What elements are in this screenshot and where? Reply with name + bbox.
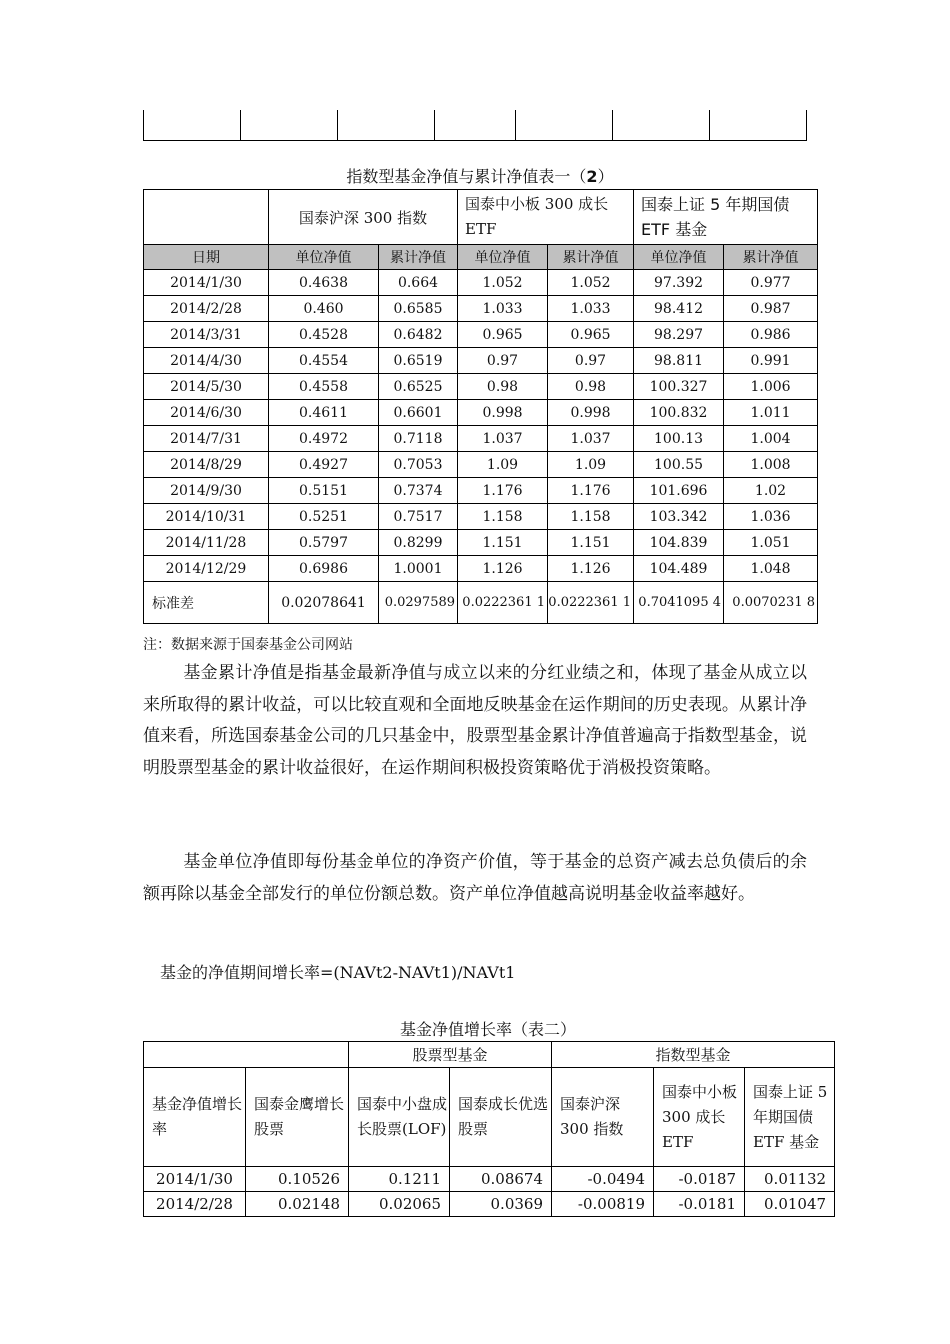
- value-cell: 1.09: [458, 452, 548, 478]
- value-cell: 0.1211: [349, 1167, 450, 1192]
- value-cell: 1.033: [458, 296, 548, 322]
- data-source-note: 注：数据来源于国泰基金公司网站: [143, 637, 353, 653]
- col-header: 单位净值: [458, 245, 548, 270]
- table1-caption: 指数型基金净值与累计净值表一（2）: [346, 167, 614, 186]
- value-cell: 0.01047: [745, 1192, 835, 1217]
- col-header: 国泰中小板 300 成长 ETF: [654, 1068, 745, 1167]
- value-cell: 1.176: [458, 478, 548, 504]
- date-cell: 2014/5/30: [144, 374, 269, 400]
- std-value: 0.0222361 1: [458, 582, 548, 624]
- std-value: 0.02078641: [269, 582, 379, 624]
- value-cell: 0.4558: [269, 374, 379, 400]
- group-index-funds: 指数型基金: [552, 1042, 835, 1068]
- std-value: 0.0297589: [379, 582, 458, 624]
- value-cell: 0.97: [458, 348, 548, 374]
- value-cell: 1.036: [724, 504, 818, 530]
- std-row: [144, 582, 818, 624]
- value-cell: -0.0181: [654, 1192, 745, 1217]
- value-cell: 0.97: [548, 348, 634, 374]
- value-cell: 98.412: [634, 296, 724, 322]
- value-cell: 1.004: [724, 426, 818, 452]
- date-cell: 2014/1/30: [144, 270, 269, 296]
- table-row: [144, 1192, 835, 1217]
- value-cell: 101.696: [634, 478, 724, 504]
- value-cell: 0.7118: [379, 426, 458, 452]
- value-cell: 1.151: [548, 530, 634, 556]
- table-row: [144, 478, 818, 504]
- paragraph-unit-nav: 基金单位净值即每份基金单位的净资产价值，等于基金的总资产减去总负债后的余额再除以基金全部发行的单位份额总数。资产单位净值越高说明基金收益率越好。: [143, 852, 807, 904]
- value-cell: 0.987: [724, 296, 818, 322]
- value-cell: 1.052: [458, 270, 548, 296]
- date-cell: 2014/10/31: [144, 504, 269, 530]
- empty-corner-cell: [144, 190, 269, 245]
- value-cell: 0.7517: [379, 504, 458, 530]
- group-stock-funds: 股票型基金: [349, 1042, 552, 1068]
- value-cell: 0.5251: [269, 504, 379, 530]
- value-cell: 0.4528: [269, 322, 379, 348]
- table2-caption: 基金净值增长率（表二）: [399, 1020, 576, 1039]
- value-cell: 100.327: [634, 374, 724, 400]
- value-cell: 1.126: [458, 556, 548, 582]
- table-row: [144, 322, 818, 348]
- value-cell: 1.006: [724, 374, 818, 400]
- std-value: 0.0070231 8: [724, 582, 818, 624]
- value-cell: 98.811: [634, 348, 724, 374]
- value-cell: 1.048: [724, 556, 818, 582]
- value-cell: 103.342: [634, 504, 724, 530]
- value-cell: 0.98: [458, 374, 548, 400]
- value-cell: 100.55: [634, 452, 724, 478]
- value-cell: 1.02: [724, 478, 818, 504]
- col-header: 国泰沪深 300 指数: [552, 1068, 654, 1167]
- value-cell: 1.176: [548, 478, 634, 504]
- value-cell: 0.6585: [379, 296, 458, 322]
- value-cell: 0.5797: [269, 530, 379, 556]
- value-cell: 1.09: [548, 452, 634, 478]
- table-row: [144, 426, 818, 452]
- value-cell: 97.392: [634, 270, 724, 296]
- value-cell: 0.6519: [379, 348, 458, 374]
- date-cell: 2014/3/31: [144, 322, 269, 348]
- date-cell: 2014/8/29: [144, 452, 269, 478]
- value-cell: 1.008: [724, 452, 818, 478]
- date-cell: 2014/12/29: [144, 556, 269, 582]
- std-value: 0.0222361 1: [548, 582, 634, 624]
- empty-group-cell: [144, 1042, 349, 1068]
- table-row: [144, 270, 818, 296]
- value-cell: 104.489: [634, 556, 724, 582]
- value-cell: 0.02065: [349, 1192, 450, 1217]
- value-cell: 0.8299: [379, 530, 458, 556]
- table-row: [144, 296, 818, 322]
- value-cell: 0.5151: [269, 478, 379, 504]
- value-cell: 0.08674: [450, 1167, 552, 1192]
- table-row: [144, 374, 818, 400]
- value-cell: 0.460: [269, 296, 379, 322]
- fund-name-treasury5y: 国泰上证 5 年期国债 ETF 基金: [634, 190, 818, 245]
- value-cell: -0.00819: [552, 1192, 654, 1217]
- value-cell: 0.965: [548, 322, 634, 348]
- growth-rate-formula: 基金的净值期间增长率=(NAVt2-NAVt1)/NAVt1: [160, 963, 516, 982]
- value-cell: 0.977: [724, 270, 818, 296]
- value-cell: 0.6482: [379, 322, 458, 348]
- std-label: 标准差: [144, 582, 269, 624]
- paragraph-cumulative-nav: 基金累计净值是指基金最新净值与成立以来的分红业绩之和，体现了基金从成立以来所取得的累计收益，可以比较直观和全面地反映基金在运作期间的历史表现。从累计净值来看，所选国泰基金公司的几只基金中，股票型基金累计净值普遍高于指数型基金，说明股票型基金的累计收益很好，在运作期间积极投资策略优于消极投资策略。: [143, 663, 807, 778]
- col-header: 累计净值: [379, 245, 458, 270]
- col-header: 国泰金鹰增长股票: [246, 1068, 349, 1167]
- date-cell: 2014/1/30: [144, 1167, 246, 1192]
- value-cell: 0.4972: [269, 426, 379, 452]
- date-cell: 2014/6/30: [144, 400, 269, 426]
- value-cell: 0.965: [458, 322, 548, 348]
- col-header: 基金净值增长率: [144, 1068, 246, 1167]
- table-row: [144, 1167, 835, 1192]
- date-cell: 2014/11/28: [144, 530, 269, 556]
- value-cell: 0.01132: [745, 1167, 835, 1192]
- fund-name-sme300: 国泰中小板 300 成长 ETF: [458, 190, 634, 245]
- value-cell: 104.839: [634, 530, 724, 556]
- table-row: [144, 530, 818, 556]
- col-header: 单位净值: [269, 245, 379, 270]
- col-header: 国泰上证 5 年期国债 ETF 基金: [745, 1068, 835, 1167]
- value-cell: 0.986: [724, 322, 818, 348]
- previous-table-stub: [143, 110, 807, 141]
- value-cell: 0.6601: [379, 400, 458, 426]
- value-cell: 1.151: [458, 530, 548, 556]
- value-cell: 0.4927: [269, 452, 379, 478]
- value-cell: 0.7053: [379, 452, 458, 478]
- col-header: 累计净值: [724, 245, 818, 270]
- nav-table-index-funds: [143, 189, 818, 624]
- value-cell: 0.991: [724, 348, 818, 374]
- table-row: [144, 504, 818, 530]
- date-cell: 2014/4/30: [144, 348, 269, 374]
- value-cell: 0.6986: [269, 556, 379, 582]
- value-cell: 0.4638: [269, 270, 379, 296]
- table-row: [144, 556, 818, 582]
- value-cell: 1.037: [458, 426, 548, 452]
- value-cell: 0.98: [548, 374, 634, 400]
- value-cell: 0.4554: [269, 348, 379, 374]
- value-cell: 1.0001: [379, 556, 458, 582]
- date-cell: 2014/7/31: [144, 426, 269, 452]
- fund-name-csi300: 国泰沪深 300 指数: [269, 190, 458, 245]
- value-cell: 1.011: [724, 400, 818, 426]
- value-cell: 0.10526: [246, 1167, 349, 1192]
- value-cell: 0.998: [548, 400, 634, 426]
- value-cell: 0.7374: [379, 478, 458, 504]
- value-cell: 1.158: [548, 504, 634, 530]
- value-cell: 0.4611: [269, 400, 379, 426]
- value-cell: 0.998: [458, 400, 548, 426]
- table1-header-row: [144, 245, 818, 270]
- value-cell: 1.033: [548, 296, 634, 322]
- value-cell: -0.0187: [654, 1167, 745, 1192]
- value-cell: 1.126: [548, 556, 634, 582]
- value-cell: 100.832: [634, 400, 724, 426]
- value-cell: 1.051: [724, 530, 818, 556]
- table-row: [144, 348, 818, 374]
- table-row: [144, 452, 818, 478]
- date-cell: 2014/9/30: [144, 478, 269, 504]
- value-cell: 0.02148: [246, 1192, 349, 1217]
- table2-header-row: [144, 1068, 835, 1167]
- value-cell: 1.037: [548, 426, 634, 452]
- date-cell: 2014/2/28: [144, 296, 269, 322]
- col-header: 日期: [144, 245, 269, 270]
- value-cell: 1.052: [548, 270, 634, 296]
- value-cell: 0.0369: [450, 1192, 552, 1217]
- col-header: 单位净值: [634, 245, 724, 270]
- nav-growth-table: [143, 1041, 835, 1217]
- date-cell: 2014/2/28: [144, 1192, 246, 1217]
- col-header: 国泰成长优选股票: [450, 1068, 552, 1167]
- table-row: [144, 400, 818, 426]
- value-cell: 1.158: [458, 504, 548, 530]
- std-value: 0.7041095 4: [634, 582, 724, 624]
- col-header: 国泰中小盘成长股票(LOF): [349, 1068, 450, 1167]
- value-cell: -0.0494: [552, 1167, 654, 1192]
- value-cell: 0.6525: [379, 374, 458, 400]
- value-cell: 0.664: [379, 270, 458, 296]
- value-cell: 98.297: [634, 322, 724, 348]
- value-cell: 100.13: [634, 426, 724, 452]
- col-header: 累计净值: [548, 245, 634, 270]
